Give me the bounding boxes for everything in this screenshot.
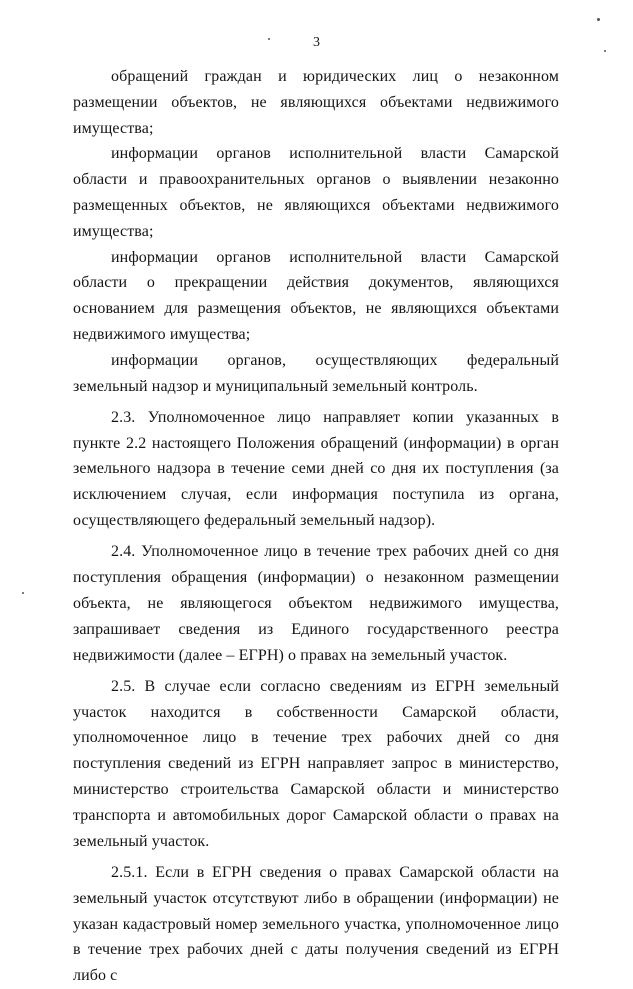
document-body [73,64,559,989]
section-2-5-1: 2.5.1. Если в ЕГРН сведения о правах Самарской области на земельный участок отсутствуют либо в обращении (информации) не указан кадастровый номер земельного участка, уполномоченное лицо в течение трех рабочих дней с даты получения сведений из ЕГРН либо с [73,863,559,985]
scan-speck [268,38,270,40]
page-number: 3 [313,35,320,50]
section-2-5: 2.5. В случае если согласно сведениям из ЕГРН земельный участок находится в собственности Самарской области, уполномоченное лицо в течение трех рабочих дней со дня поступления сведений из ЕГРН направляет запрос в министерство, министерство строительства Самарской области и министерство транспорта и автомобильных дорог Самарской области о правах на земельный участок. [73,677,559,850]
list-item-law-enforcement-info: информации органов исполнительной власти Самарской области и правоохранительных органов о выявлении незаконно размещенных объектов, не являющихся объектами недвижимого имущества; [73,145,559,240]
list-item-document-termination-info: информации органов исполнительной власти Самарской области о прекращении действия документов, являющихся основанием для размещения объектов, не являющихся объектами недвижимого имущества; [73,248,559,343]
scan-speck [604,50,606,52]
scan-speck [22,592,24,594]
section-2-4: 2.4. Уполномоченное лицо в течение трех рабочих дней со дня поступления обращения (информации) о незаконном размещении объекта, не являющегося объектом недвижимого имущества, запрашивает сведения из Единого государственного реестра недвижимости (далее – ЕГРН) о правах на земельный участок. [73,543,559,664]
scan-speck [597,18,600,21]
list-item-citizen-appeals: обращений граждан и юридических лиц о незаконном размещении объектов, не являющихся объектами недвижимого имущества; [73,68,559,137]
section-2-3: 2.3. Уполномоченное лицо направляет копии указанных в пункте 2.2 настоящего Положения обращений (информации) в орган земельного надзора в течение семи дней со дня их поступления (за исключением случая, если информация поступила из органа, осуществляющего федеральный земельный надзор). [73,408,559,530]
list-item-land-supervision-info: информации органов, осуществляющих федеральный земельный надзор и муниципальный земельный контроль. [73,351,559,395]
